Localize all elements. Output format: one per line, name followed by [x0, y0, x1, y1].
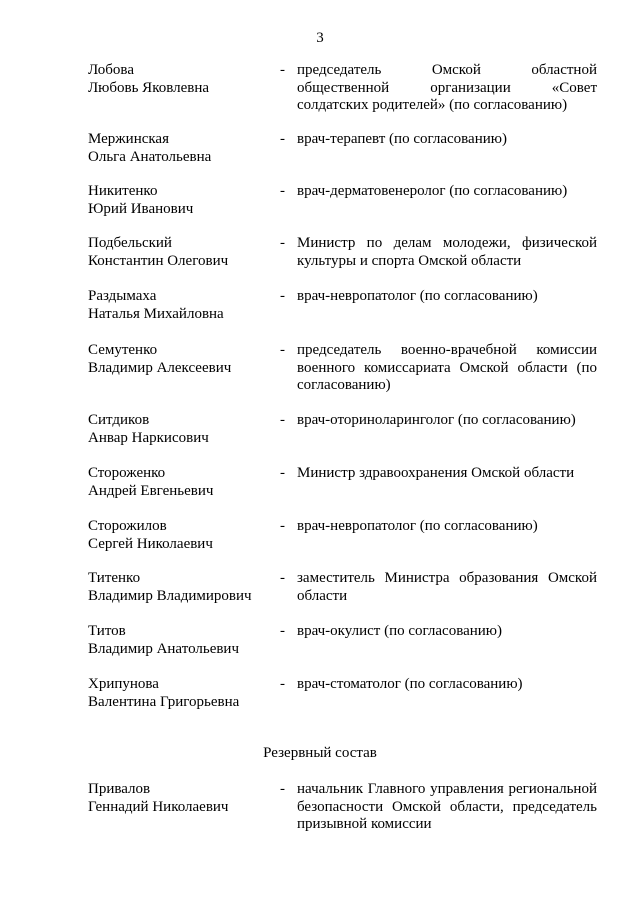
member-surname: Мержинская: [88, 131, 169, 147]
member-given-name: Андрей Евгеньевич: [88, 482, 214, 499]
member-name: [88, 288, 273, 323]
member-name: [88, 518, 273, 553]
member-name: [88, 131, 273, 166]
page-number: 3: [316, 30, 324, 46]
member-given-name: Анвар Наркисович: [88, 429, 209, 446]
member-surname: Привалов: [88, 781, 151, 797]
dash: -: [280, 518, 285, 534]
dash: -: [280, 623, 285, 639]
member-name: [88, 412, 273, 447]
member-role: заместитель Министра образования Омской области: [297, 570, 597, 604]
member-role: Министр по делам молодежи, физической культуры и спорта Омской области: [297, 235, 597, 269]
member-role: председатель Омской областной общественной организации «Совет солдатских родителей» (по согласованию): [297, 62, 597, 113]
member-name: [88, 781, 273, 816]
reserve-section-title: Резервный состав: [263, 745, 377, 761]
dash: -: [280, 412, 285, 428]
member-surname: Подбельский: [88, 235, 172, 251]
dash: -: [280, 131, 285, 147]
member-surname: Титов: [88, 623, 126, 639]
member-name: [88, 183, 273, 218]
member-surname: Никитенко: [88, 183, 158, 199]
member-given-name: Геннадий Николаевич: [88, 798, 229, 815]
member-name: [88, 235, 273, 270]
member-surname: Хрипунова: [88, 676, 159, 692]
member-surname: Лобова: [88, 62, 134, 78]
member-surname: Семутенко: [88, 342, 158, 358]
member-name: [88, 465, 273, 500]
dash: -: [280, 62, 285, 78]
dash: -: [280, 465, 285, 481]
member-name: [88, 342, 273, 377]
member-surname: Титенко: [88, 570, 141, 586]
member-given-name: Валентина Григорьевна: [88, 693, 240, 710]
member-role: врач-стоматолог (по согласованию): [297, 676, 523, 692]
member-given-name: Сергей Николаевич: [88, 535, 213, 552]
member-role: врач-дерматовенеролог (по согласованию): [297, 183, 568, 199]
member-name: [88, 62, 273, 97]
member-name: [88, 676, 273, 711]
member-surname: Сторожилов: [88, 518, 167, 534]
dash: -: [280, 781, 285, 797]
member-surname: Стороженко: [88, 465, 166, 481]
member-role: Министр здравоохранения Омской области: [297, 465, 575, 481]
member-surname: Ситдиков: [88, 412, 150, 428]
member-role: врач-невропатолог (по согласованию): [297, 288, 538, 304]
member-role: врач-терапевт (по согласованию): [297, 131, 507, 147]
dash: -: [280, 342, 285, 358]
member-given-name: Любовь Яковлевна: [88, 79, 210, 96]
member-given-name: Владимир Алексеевич: [88, 359, 232, 376]
member-given-name: Ольга Анатольевна: [88, 148, 212, 165]
dash: -: [280, 183, 285, 199]
member-role: врач-невропатолог (по согласованию): [297, 518, 538, 534]
member-name: [88, 570, 273, 605]
dash: -: [280, 570, 285, 586]
dash: -: [280, 235, 285, 251]
member-given-name: Наталья Михайловна: [88, 305, 224, 322]
member-given-name: Владимир Владимирович: [88, 587, 252, 604]
member-role: начальник Главного управления региональной безопасности Омской области, председатель призывной комиссии: [297, 781, 597, 832]
dash: -: [280, 288, 285, 304]
member-role: врач-оториноларинголог (по согласованию): [297, 412, 576, 428]
member-role: врач-окулист (по согласованию): [297, 623, 502, 639]
dash: -: [280, 676, 285, 692]
member-role: председатель военно-врачебной комиссии военного комиссариата Омской области (по согласованию): [297, 342, 597, 393]
member-given-name: Юрий Иванович: [88, 200, 194, 217]
member-name: [88, 623, 273, 658]
member-surname: Раздымаха: [88, 288, 157, 304]
member-given-name: Владимир Анатольевич: [88, 640, 240, 657]
member-given-name: Константин Олегович: [88, 252, 229, 269]
